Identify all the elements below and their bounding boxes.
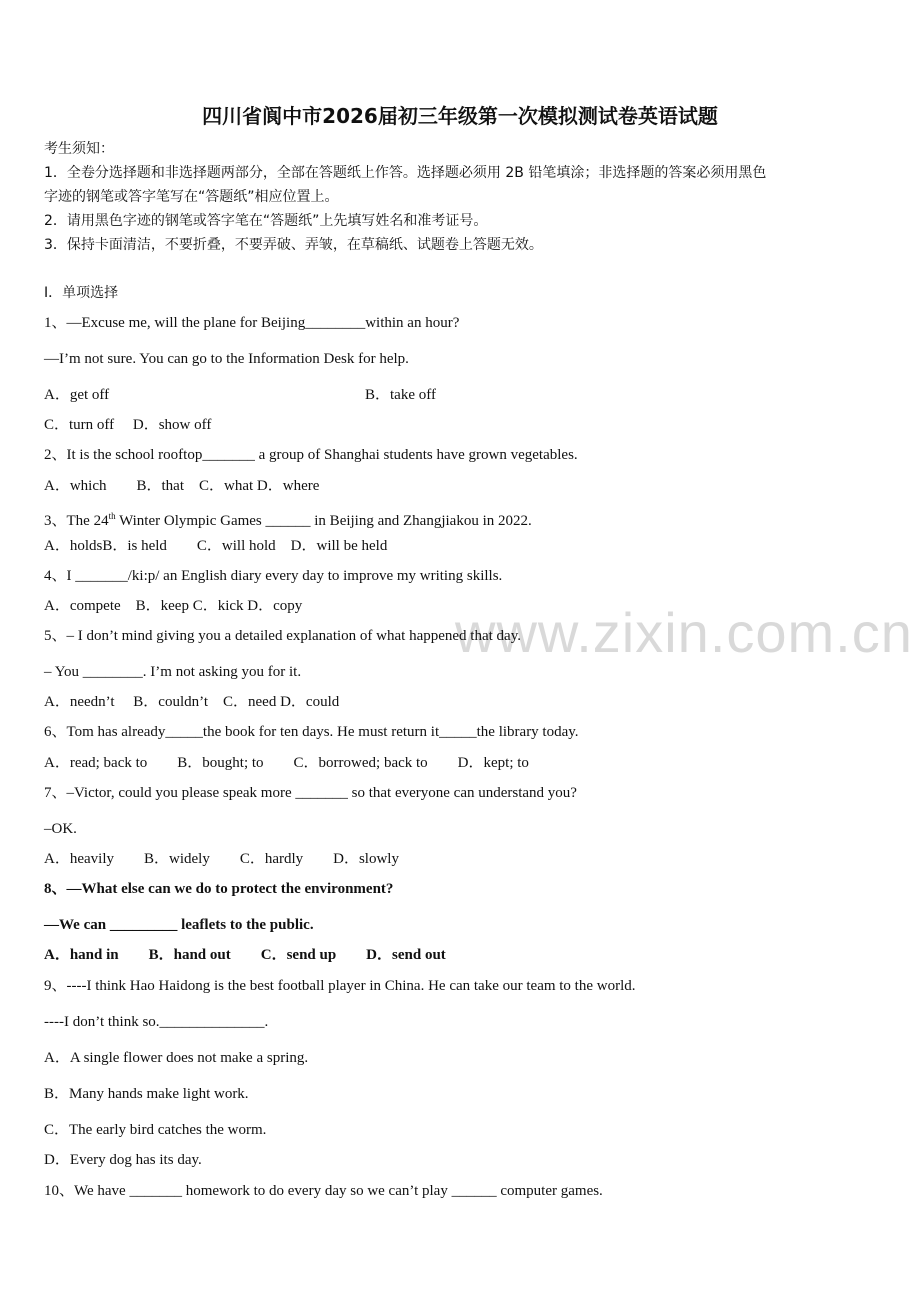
question-5-options: A．needn’t B．couldn’t C．need D．could bbox=[44, 694, 340, 710]
question-2-options: A．which B．that C．what D．where bbox=[44, 478, 320, 494]
question-9-option-d: D．Every dog has its day. bbox=[44, 1152, 202, 1168]
question-7-reply: –OK. bbox=[44, 821, 77, 837]
question-7-options: A．heavily B．widely C．hardly D．slowly bbox=[44, 851, 399, 867]
question-1-stem: 1、—Excuse me, will the plane for Beijing________within an hour? bbox=[44, 315, 460, 331]
notice-heading: 考生须知： bbox=[44, 141, 114, 157]
question-5-stem: 5、– I don’t mind giving you a detailed explanation of what happened that day. bbox=[44, 628, 521, 644]
watermark: www.zixin.com.cn bbox=[455, 601, 913, 664]
section-heading: Ⅰ．单项选择 bbox=[44, 285, 119, 301]
notice-item-1: 1．全卷分选择题和非选择题两部分，全部在答题纸上作答。选择题必须用 2B 铅笔填涂；非选择题的答案必须用黑色 bbox=[44, 165, 767, 181]
notice-item-3: 3．保持卡面清洁，不要折叠，不要弄破、弄皱，在草稿纸、试题卷上答题无效。 bbox=[44, 237, 543, 253]
question-8-reply: —We can _________ leaflets to the public. bbox=[44, 917, 314, 933]
question-9-stem: 9、----I think Hao Haidong is the best football player in China. He can take our team to the world. bbox=[44, 978, 636, 994]
question-2-stem: 2、It is the school rooftop_______ a group of Shanghai students have grown vegetables. bbox=[44, 447, 578, 463]
question-10-stem: 10、We have _______ homework to do every day so we can’t play ______ computer games. bbox=[44, 1183, 603, 1199]
question-9-option-c: C．The early bird catches the worm. bbox=[44, 1122, 267, 1138]
question-7-stem: 7、–Victor, could you please speak more _______ so that everyone can understand you? bbox=[44, 785, 577, 801]
question-4-options: A．compete B．keep C．kick D．copy bbox=[44, 598, 303, 614]
question-3-options: A．holdsB．is held C．will hold D．will be held bbox=[44, 538, 388, 554]
question-1-reply: —I’m not sure. You can go to the Information Desk for help. bbox=[44, 351, 409, 367]
question-8-stem: 8、—What else can we do to protect the environment? bbox=[44, 881, 394, 897]
question-1-option-a: A．get off bbox=[44, 387, 110, 403]
notice-item-1-cont: 字迹的钢笔或答字笔写在“答题纸”相应位置上。 bbox=[44, 189, 339, 205]
question-1-option-b: B．take off bbox=[365, 387, 436, 403]
question-1-options-cd: C．turn off D．show off bbox=[44, 417, 212, 433]
question-9-option-a: A．A single flower does not make a spring. bbox=[44, 1050, 309, 1066]
question-6-options: A．read; back to B．bought; to C．borrowed; back to D．kept; to bbox=[44, 755, 529, 771]
question-4-stem: 4、I _______/ki:p/ an English diary every day to improve my writing skills. bbox=[44, 568, 503, 584]
question-3-stem: 3、The 24th Winter Olympic Games ______ in Beijing and Zhangjiakou in 2022. bbox=[44, 511, 532, 529]
question-5-reply: – You ________. I’m not asking you for it. bbox=[44, 664, 302, 680]
question-9-reply: ----I don’t think so.______________. bbox=[44, 1014, 269, 1030]
page-title: 四川省阆中市2026届初三年级第一次模拟测试卷英语试题 bbox=[202, 104, 718, 128]
notice-item-2: 2．请用黑色字迹的钢笔或答字笔在“答题纸”上先填写姓名和准考证号。 bbox=[44, 213, 488, 229]
question-6-stem: 6、Tom has already_____the book for ten days. He must return it_____the library today. bbox=[44, 724, 579, 740]
question-9-option-b: B．Many hands make light work. bbox=[44, 1086, 249, 1102]
question-8-options: A．hand in B．hand out C．send up D．send out bbox=[44, 947, 446, 963]
